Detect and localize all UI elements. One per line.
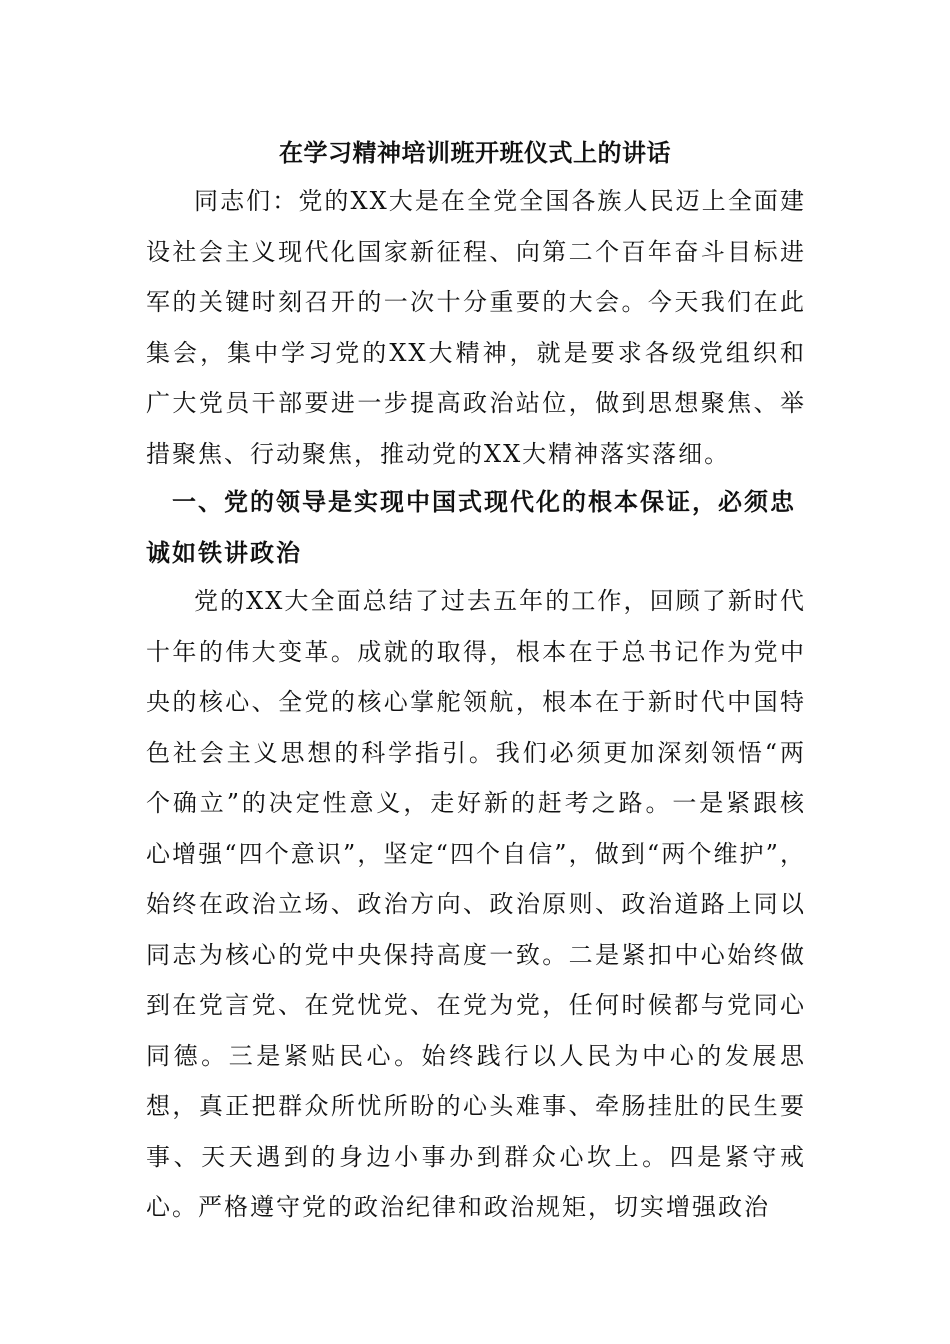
section-1-heading: 一、党的领导是实现中国式现代化的根本保证，必须忠诚如铁讲政治: [146, 488, 796, 567]
section-1-paragraph: 党的XX大全面总结了过去五年的工作，回顾了新时代十年的伟大变革。成就的取得，根本在于总书记作为党中央的核心、全党的核心掌舵领航，根本在于新时代中国特色社会主义思想的科学指引。我们必须更加深刻领悟“两个确立”的决定性意义，走好新的赶考之路。一是紧跟核心增强“四个意识”，坚定“四个自信”，做到“两个维护”，始终在政治立场、政治方向、政治原则、政治道路上同以同志为核心的党中央保持高度一致。二是紧扣中心始终做到在党言党、在党忧党、在党为党，任何时候都与党同心同德。三是紧贴民心。始终践行以人民为中心的发展思想，真正把群众所忧所盼的心头难事、牵肠挂肚的民生要事、天天遇到的身边小事办到群众心坎上。四是紧守戒心。严格遵守党的政治纪律和政治规矩，切实增强政治: [146, 587, 806, 1221]
document-title: 在学习精神培训班开班仪式上的讲话: [279, 138, 671, 167]
intro-paragraph: 同志们：党的XX大是在全党全国各族人民迈上全面建设社会主义现代化国家新征程、向第二个百年奋斗目标进军的关键时刻召开的一次十分重要的大会。今天我们在此集会，集中学习党的XX大精神，就是要求各级党组织和广大党员干部要进一步提高政治站位，做到思想聚焦、举措聚焦、行动聚焦，推动党的XX大精神落实落细。: [146, 187, 806, 468]
